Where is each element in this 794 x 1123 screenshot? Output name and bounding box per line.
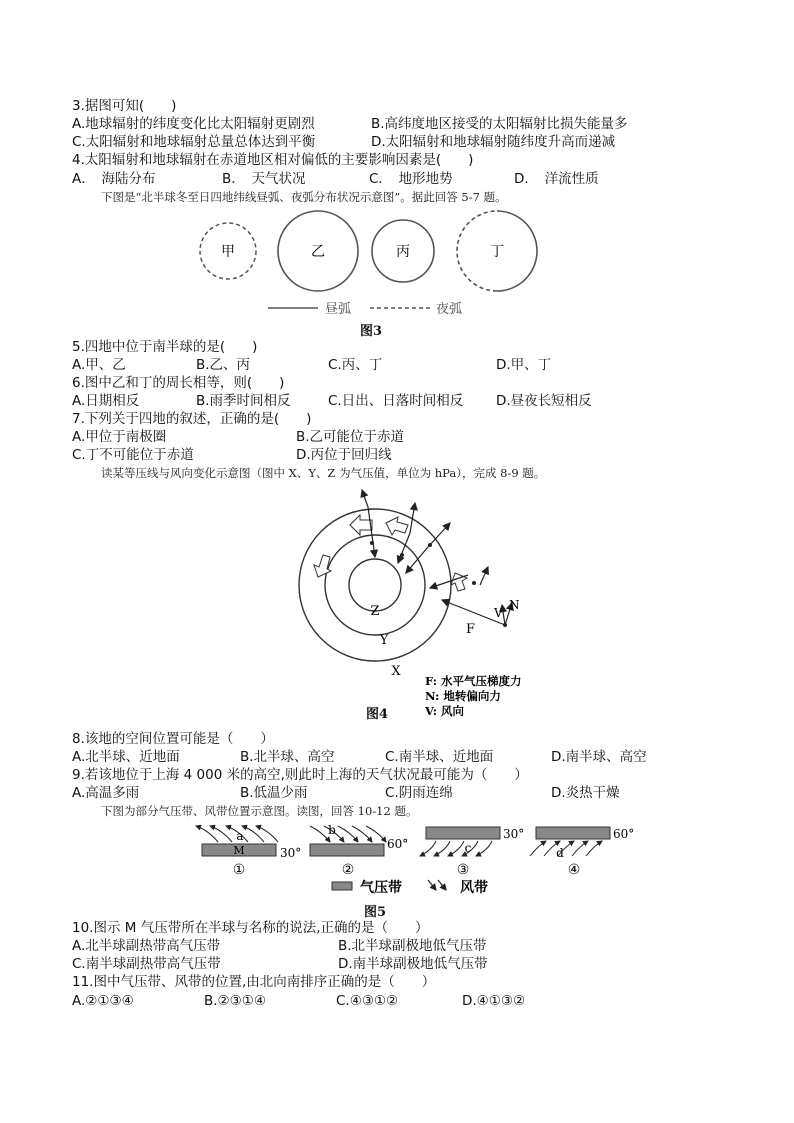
q10-option-a: A.北半球副热带高气压带 <box>72 938 221 954</box>
q7-option-c: C.丁不可能位于赤道 <box>72 447 194 463</box>
q8-option-b: B.北半球、高空 <box>240 749 335 765</box>
q9-option-b: B.低温少雨 <box>240 785 308 801</box>
q9-option-a: A.高温多雨 <box>72 785 140 801</box>
q11-option-a: A.②①③④ <box>72 993 134 1009</box>
q4-stem: 4.太阳辐射和地球辐射在赤道地区相对偏低的主要影响因素是( ) <box>72 152 474 168</box>
label-y: Y <box>379 633 389 648</box>
fig3-caption: 图3 <box>360 324 383 339</box>
q4-option-b: B． 天气状况 <box>222 171 306 187</box>
wind-label-a: a <box>236 829 244 843</box>
label-f: F <box>466 622 476 637</box>
legend-wind: 风带 <box>460 880 488 896</box>
fig5-lat-4: 60° <box>613 827 635 841</box>
legend-belt: 气压带 <box>360 880 402 896</box>
q10-option-c: C.南半球副热带高气压带 <box>72 956 221 972</box>
q7-option-d: D.丙位于回归线 <box>296 447 392 463</box>
q6-stem: 6.图中乙和丁的周长相等，则( ) <box>72 375 285 391</box>
q4-option-a: A． 海陆分布 <box>72 171 156 187</box>
q3-option-d: D.太阳辐射和地球辐射随纬度升高而递减 <box>371 134 616 150</box>
q6-option-d: D.昼夜长短相反 <box>496 393 592 409</box>
q6-option-c: C.日出、日落时间相反 <box>328 393 464 409</box>
fig3-diagram <box>190 205 550 320</box>
panel-num-1: ① <box>232 862 246 878</box>
q11-stem: 11.图中气压带、风带的位置,由北向南排序正确的是（ ） <box>72 974 436 990</box>
q5-option-d: D.甲、丁 <box>496 357 552 373</box>
wind-label-b: b <box>328 823 336 837</box>
q11-option-d: D.④①③② <box>462 993 526 1009</box>
legend-f: F: 水平气压梯度力 <box>425 674 522 688</box>
q9-option-d: D.炎热干燥 <box>551 785 620 801</box>
q9-option-c: C.阴雨连绵 <box>385 785 453 801</box>
fig5-caption: 图5 <box>364 905 387 920</box>
q11-option-c: C.④③①② <box>336 993 399 1009</box>
q10-option-b: B.北半球副极地低气压带 <box>338 938 487 954</box>
legend-night: 夜弧 <box>436 302 463 317</box>
q4-option-c: C． 地形地势 <box>369 171 453 187</box>
label-v: V <box>494 606 503 620</box>
q8-option-d: D.南半球、高空 <box>551 749 647 765</box>
panel-num-3: ③ <box>456 862 470 878</box>
q7-option-a: A.甲位于南极圈 <box>72 429 167 445</box>
circle-label-yi: 乙 <box>311 244 325 260</box>
q3-option-c: C.太阳辐射和地球辐射总量总体达到平衡 <box>72 134 316 150</box>
q10-stem: 10.图示 M 气压带所在半球与名称的说法,正确的是（ ） <box>72 920 429 936</box>
panel-num-4: ④ <box>567 862 581 878</box>
fig4-caption: 图4 <box>366 707 389 722</box>
wind-label-d: d <box>556 846 564 860</box>
q6-option-b: B.雨季时间相反 <box>196 393 291 409</box>
circle-label-jia: 甲 <box>221 244 235 260</box>
label-x: X <box>391 664 401 679</box>
fig5-lat-1: 30° <box>280 846 302 860</box>
q8-option-a: A.北半球、近地面 <box>72 749 180 765</box>
q8-stem: 8.该地的空间位置可能是（ ） <box>72 731 274 747</box>
q8-option-c: C.南半球、近地面 <box>385 749 494 765</box>
q3-stem: 3.据图可知( ) <box>72 98 177 114</box>
fig5-intro: 下图为部分气压带、风带位置示意图。读图，回答 10-12 题。 <box>101 804 418 818</box>
belt-label-m: M <box>233 844 245 857</box>
q7-stem: 7.下列关于四地的叙述，正确的是( ) <box>72 411 312 427</box>
q3-option-a: A.地球辐射的纬度变化比太阳辐射更剧烈 <box>72 116 315 132</box>
circle-label-ding: 丁 <box>490 244 504 260</box>
q9-stem: 9.若该地位于上海 4 000 米的高空,则此时上海的天气状况最可能为（ ） <box>72 767 528 783</box>
fig5-lat-2: 60° <box>387 837 409 851</box>
legend-v: V: 风向 <box>425 704 465 718</box>
fig4-diagram <box>290 485 560 725</box>
wind-label-c: c <box>464 841 472 855</box>
q6-option-a: A.日期相反 <box>72 393 140 409</box>
fig5-lat-3: 30° <box>503 827 525 841</box>
legend-n: N: 地转偏向力 <box>425 689 501 703</box>
q11-option-b: B.②③①④ <box>204 993 266 1009</box>
q5-option-a: A.甲、乙 <box>72 357 126 373</box>
circle-label-bing: 丙 <box>396 244 410 260</box>
panel-num-2: ② <box>341 862 355 878</box>
isobar-y <box>325 535 425 635</box>
q5-option-c: C.丙、丁 <box>328 357 383 373</box>
fig5-diagram <box>190 820 650 902</box>
fig4-intro: 读某等压线与风向变化示意图（图中 X、Y、Z 为气压值，单位为 hPa），完成 8-9 题。 <box>101 466 546 480</box>
q4-option-d: D． 洋流性质 <box>514 171 599 187</box>
q10-option-d: D.南半球副极地低气压带 <box>338 956 488 972</box>
fig3-intro: 下图是“北半球冬至日四地纬线昼弧、夜弧分布状况示意图”。据此回答 5-7 题。 <box>101 190 507 204</box>
q5-option-b: B.乙、丙 <box>196 357 251 373</box>
label-z: Z <box>370 604 380 619</box>
legend-day: 昼弧 <box>325 302 352 317</box>
q7-option-b: B.乙可能位于赤道 <box>296 429 405 445</box>
q5-stem: 5.四地中位于南半球的是( ) <box>72 339 258 355</box>
label-n: N <box>509 598 520 612</box>
q3-option-b: B.高纬度地区接受的太阳辐射比损失能量多 <box>371 116 628 132</box>
isobar-x <box>299 509 451 661</box>
